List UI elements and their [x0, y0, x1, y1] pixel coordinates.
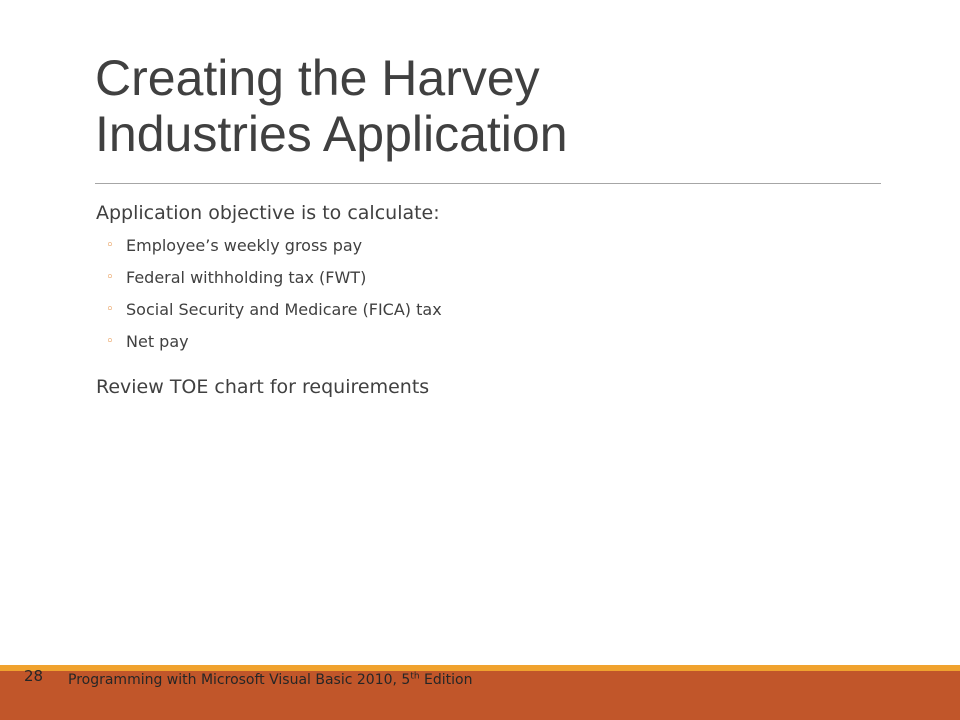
bullet-list: [96, 230, 876, 358]
title-line-2: Industries Application: [95, 106, 568, 162]
intro-text: Application objective is to calculate:: [96, 202, 440, 224]
bullet-item-fica: [96, 294, 876, 326]
slide-content: [96, 198, 876, 402]
footer-text-main: Programming with Microsoft Visual Basic 2010, 5: [68, 672, 411, 688]
slide-title: [95, 50, 895, 162]
footer-text-superscript: th: [410, 671, 420, 682]
bullet-circle-icon: ◦: [106, 302, 114, 317]
footer-text: [68, 670, 472, 690]
title-line-1: Creating the Harvey: [95, 50, 540, 106]
bullet-item-gross-pay: [96, 230, 876, 262]
bullet-text: Net pay: [126, 332, 189, 351]
bullet-item-net-pay: [96, 326, 876, 358]
bullet-circle-icon: ◦: [106, 334, 114, 349]
bullet-text: Federal withholding tax (FWT): [126, 268, 367, 287]
bullet-text: Employee’s weekly gross pay: [126, 236, 363, 255]
footer-text-suffix: Edition: [419, 672, 473, 688]
closing-text: Review TOE chart for requirements: [96, 376, 430, 398]
title-divider: [95, 183, 881, 184]
page-number: 28: [24, 667, 44, 685]
bullet-circle-icon: ◦: [106, 238, 114, 253]
bullet-item-fwt: [96, 262, 876, 294]
bullet-circle-icon: ◦: [106, 270, 114, 285]
bullet-text: Social Security and Medicare (FICA) tax: [126, 300, 442, 319]
